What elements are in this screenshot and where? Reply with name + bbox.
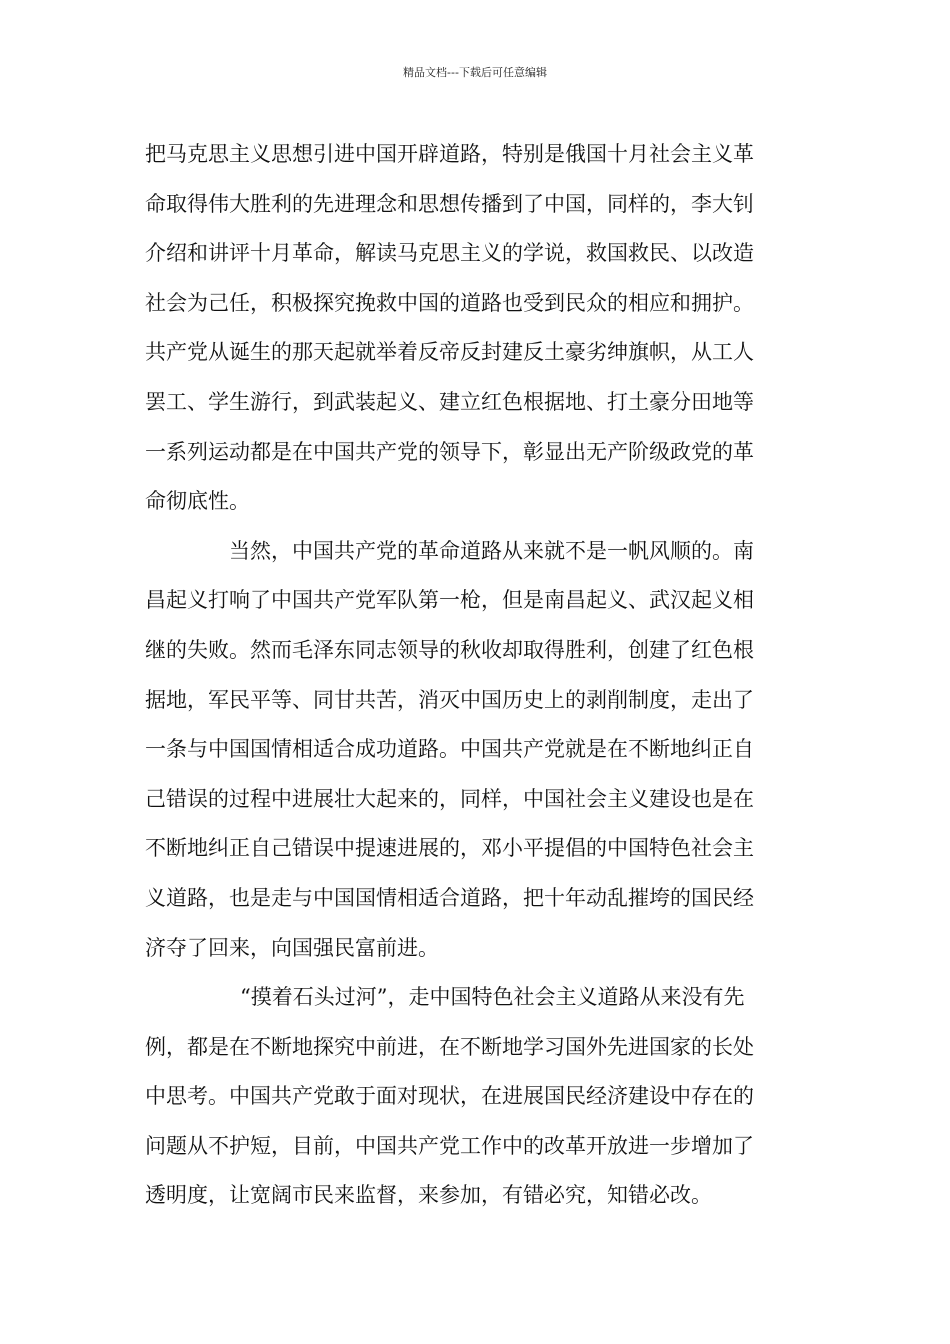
text-line: 中思考。中国共产党敢于面对现状，在进展国民经济建设中存在的	[145, 1084, 754, 1109]
text-line: 昌起义打响了中国共产党军队第一枪，但是南昌起义、武汉起义相	[145, 588, 754, 613]
text-line: 济夺了回来，向国强民富前进。	[145, 935, 439, 960]
text-line: 例，都是在不断地探究中前进，在不断地学习国外先进国家的长处	[145, 1034, 754, 1059]
text-line: 己错误的过程中进展壮大起来的，同样，中国社会主义建设也是在	[145, 786, 754, 811]
text-line: 把马克思主义思想引进中国开辟道路，特别是俄国十月社会主义革	[145, 142, 754, 166]
text-line: 罢工、学生游行，到武装起义、建立红色根据地、打土豪分田地等	[145, 389, 754, 414]
text-line: “摸着石头过河”，走中国特色社会主义道路从来没有先	[240, 985, 745, 1010]
text-line: 当然，中国共产党的革命道路从来就不是一帆风顺的。南	[229, 538, 754, 563]
text-line: 一条与中国国情相适合成功道路。中国共产党就是在不断地纠正自	[145, 737, 754, 762]
text-line: 透明度，让宽阔市民来监督，来参加，有错必究，知错必改。	[145, 1183, 712, 1208]
text-line: 一系列运动都是在中国共产党的领导下，彰显出无产阶级政党的革	[145, 439, 754, 464]
text-line: 社会为己任，积极探究挽救中国的道路也受到民众的相应和拥护。	[145, 290, 754, 315]
text-line: 据地，军民平等、同甘共苦，消灭中国历史上的剥削制度，走出了	[145, 687, 754, 712]
text-line: 义道路，也是走与中国国情相适合道路，把十年动乱摧垮的国民经	[145, 885, 754, 910]
text-line: 继的失败。然而毛泽东同志领导的秋收却取得胜利，创建了红色根	[145, 637, 754, 662]
document-body	[145, 130, 815, 1221]
text-line: 不断地纠正自己错误中提速进展的，邓小平提倡的中国特色社会主	[145, 836, 754, 861]
text-line: 共产党从诞生的那天起就举着反帝反封建反土豪劣绅旗帜，从工人	[145, 340, 754, 365]
text-line: 问题从不护短，目前，中国共产党工作中的改革开放进一步增加了	[145, 1133, 754, 1158]
text-line: 命取得伟大胜利的先进理念和思想传播到了中国，同样的，李大钊	[145, 191, 754, 216]
page-header: 精品文档---下载后可任意编辑	[403, 66, 547, 79]
text-line: 介绍和讲评十月革命，解读马克思主义的学说，救国救民、以改造	[145, 241, 754, 266]
text-line: 命彻底性。	[145, 489, 250, 514]
